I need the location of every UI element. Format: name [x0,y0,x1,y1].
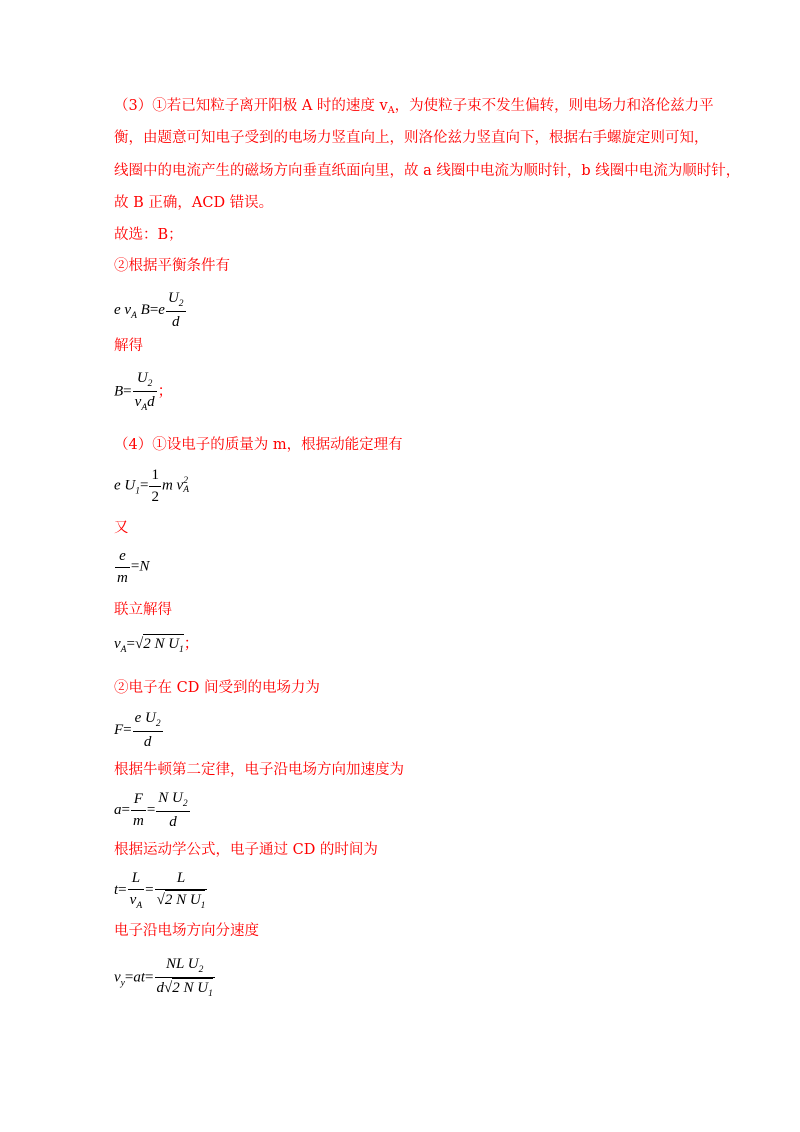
fraction: $\frac{U_2}{v_Ad}$ [134,370,155,414]
fraction: $\frac{L}{v_A}$ [129,870,143,911]
equation-kinetic-energy: e $U_1=$ $\frac{1}{2}$ m v 2 A [114,467,190,505]
part3-line4: 故 B 正确，ACD 错误。 [114,195,274,211]
equation-magnetic-field: B= $\frac{U_2}{v_Ad}$ ； [114,370,173,414]
velocity-component-label: 电子沿电场方向分速度 [114,923,259,939]
part3-line2: 衡，由题意可知电子受到的电场力竖直向上，则洛伦兹力竖直向下，根据右手螺旋定则可知， [114,130,709,146]
equation-transverse-velocity: $v_y=at=$ $\frac{NL U_2}{d√2 N U_1}$ [114,956,213,1000]
fraction: $\frac{U_2}{d}$ [167,290,184,331]
answer-line: 故选：B； [114,227,183,243]
electric-force-label: ②电子在 CD 间受到的电场力为 [114,680,320,696]
fraction: $\frac{L}{√2 N U_1}$ [156,870,206,911]
equation-force-balance: e $v_A$ B=e $\frac{U_2}{d}$ [114,290,184,331]
part3-line3: 线圈中的电流产生的磁场方向垂直纸面向里，故 a 线圈中电流为顺时针，b 线圈中电流为顺时针， [114,163,741,179]
solve-label: 解得 [114,338,143,354]
part4-kinetic-energy-label: （4）①设电子的质量为 m，根据动能定理有 [114,437,403,453]
fraction: $\frac{NL U_2}{d√2 N U_1}$ [156,956,213,1000]
again-label: 又 [114,520,129,536]
fraction: $\frac{e}{m}$ [117,548,128,586]
equation-velocity: $v_A=√2$ N $U_1$； [114,636,199,655]
equation-time: t= $\frac{L}{v_A}$ = $\frac{L}{√2 N U_1}$ [114,870,206,911]
fraction: $\frac{e U_2}{d}$ [134,710,161,751]
equation-charge-mass-ratio: $\frac{e}{m}$ =N [117,548,150,586]
fraction: $\frac{F}{m}$ [132,791,144,829]
fraction: $\frac{1}{2}$ [151,467,159,505]
fraction: $\frac{N U_2}{d}$ [158,790,188,831]
balance-condition-label: ②根据平衡条件有 [114,258,230,274]
newton-law-label: 根据牛顿第二定律，电子沿电场方向加速度为 [114,762,404,778]
combine-label: 联立解得 [114,602,172,618]
equation-acceleration: a= $\frac{F}{m}$ = $\frac{N U_2}{d}$ [114,790,188,831]
equation-electric-force: F= $\frac{e U_2}{d}$ [114,710,161,751]
part3-line1: （3）①若已知粒子离开阳极 A 时的速度 $v_A$，为使粒子束不发生偏转，则电场力和洛伦兹力平 [114,98,714,116]
kinematics-label: 根据运动学公式，电子通过 CD 的时间为 [114,842,378,858]
